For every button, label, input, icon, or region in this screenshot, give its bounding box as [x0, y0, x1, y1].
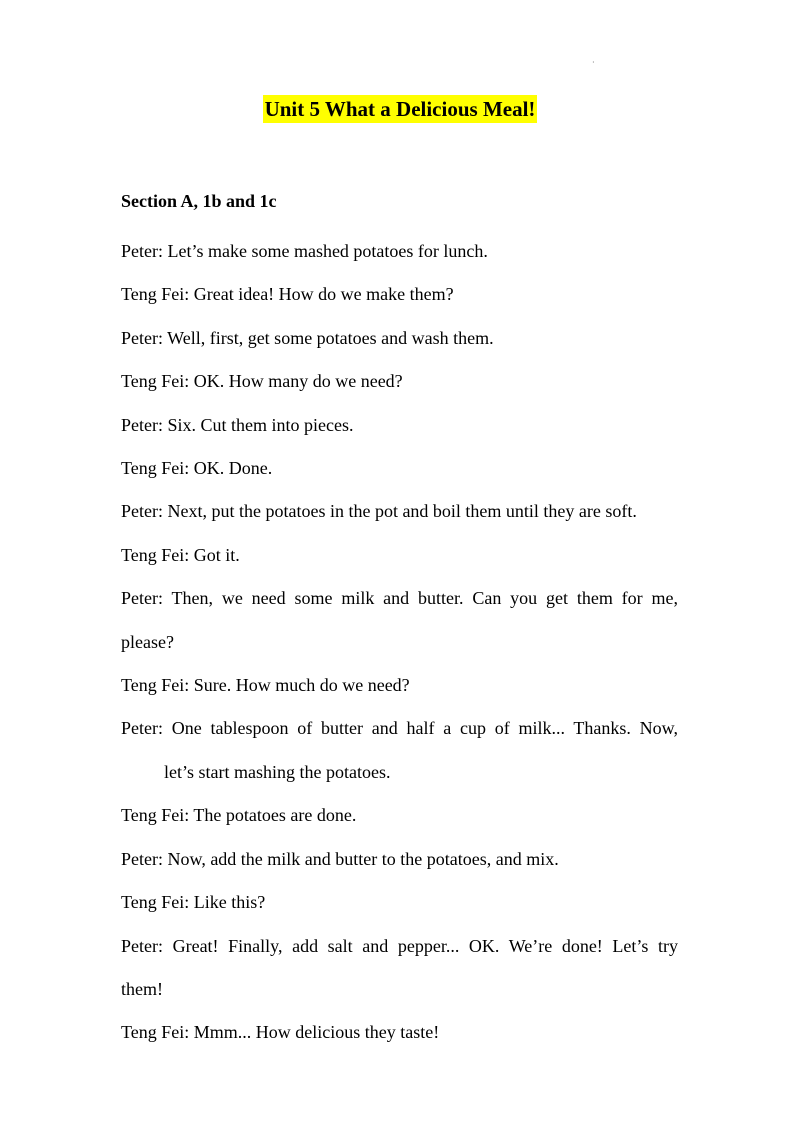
dialogue-line: Teng Fei: Got it.	[121, 544, 240, 565]
dialogue-line: Peter: Then, we need some milk and butter. Can you get them for me,	[121, 588, 678, 609]
corner-mark: ·	[592, 58, 595, 67]
dialogue-line: Teng Fei: OK. Done.	[121, 458, 273, 479]
dialogue-line: Teng Fei: Sure. How much do we need?	[121, 675, 410, 696]
dialogue-line: Peter: Now, add the milk and butter to the potatoes, and mix.	[121, 848, 559, 869]
dialogue-line: Teng Fei: Mmm... How delicious they taste!	[121, 1022, 440, 1043]
dialogue-line: Peter: Well, first, get some potatoes and wash them.	[121, 327, 494, 348]
dialogue-line: Peter: One tablespoon of butter and half a cup of milk... Thanks. Now,	[121, 718, 678, 739]
dialogue-line: Peter: Let’s make some mashed potatoes for lunch.	[121, 241, 488, 261]
dialogue-line: Peter: Six. Cut them into pieces.	[121, 414, 354, 435]
dialogue-line-continuation: let’s start mashing the potatoes.	[164, 761, 391, 782]
unit-title: Unit 5 What a Delicious Meal!	[264, 97, 536, 121]
dialogue-line: Teng Fei: Great idea! How do we make them?	[121, 284, 454, 305]
dialogue-content	[121, 187, 678, 1055]
section-heading: Section A, 1b and 1c	[121, 191, 277, 211]
dialogue-line: Teng Fei: The potatoes are done.	[121, 805, 357, 826]
dialogue-line-continuation: please?	[121, 631, 174, 652]
dialogue-line: Teng Fei: OK. How many do we need?	[121, 371, 403, 392]
dialogue-line: Teng Fei: Like this?	[121, 892, 266, 913]
dialogue-line-continuation: them!	[121, 978, 163, 999]
dialogue-line: Peter: Next, put the potatoes in the pot and boil them until they are soft.	[121, 501, 637, 522]
dialogue-line: Peter: Great! Finally, add salt and pepper... OK. We’re done! Let’s try	[121, 935, 678, 956]
title-container	[0, 95, 800, 123]
